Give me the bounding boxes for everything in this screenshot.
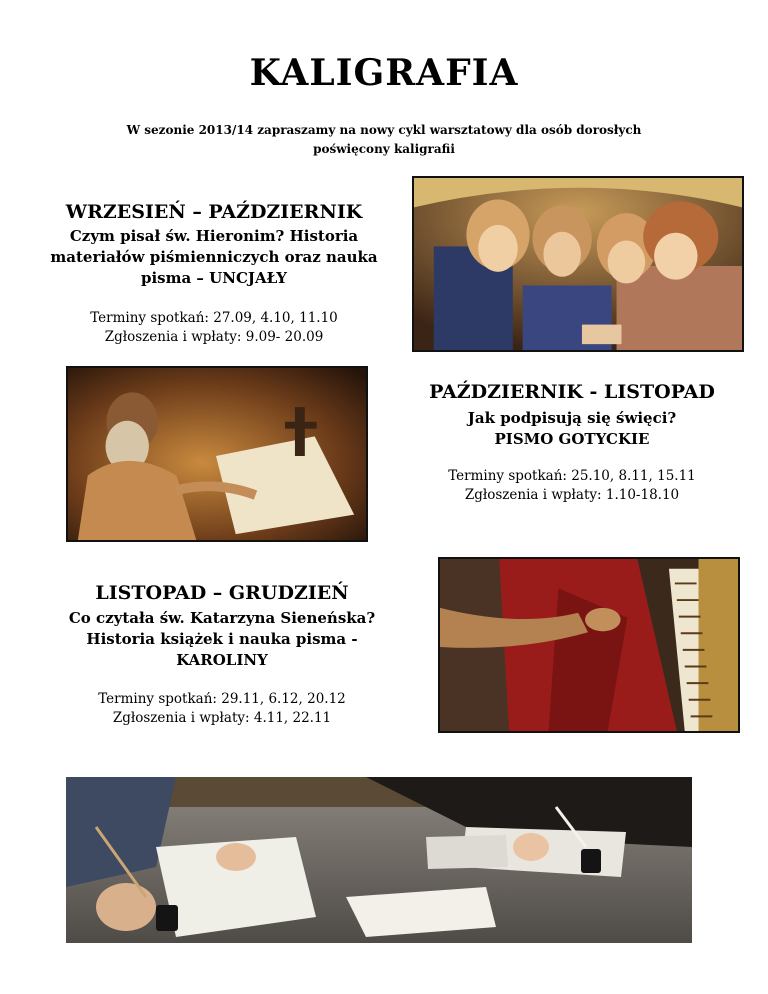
saint-with-scroll-painting-image	[438, 557, 740, 733]
section-heading-1: WRZESIEŃ – PAŹDZIERNIK	[65, 201, 363, 223]
section-heading-3: LISTOPAD – GRUDZIEŃ	[95, 582, 349, 604]
section-terms-1	[28, 309, 400, 347]
topic-line: PISMO GOTYCKIE	[494, 430, 650, 448]
signup-dates: Zgłoszenia i wpłaty: 1.10-18.10	[464, 487, 680, 503]
section-topic-1	[28, 226, 400, 289]
topic-line: KAROLINY	[176, 651, 268, 669]
section-terms-2	[392, 467, 752, 505]
topic-line: pisma – UNCJAŁY	[140, 269, 288, 287]
intro-line: poświęcony kaligrafii	[313, 142, 455, 156]
topic-line: Historia książek i nauka pisma -	[86, 630, 358, 648]
section-terms-3	[36, 690, 408, 728]
section-topic-2	[392, 408, 752, 450]
workshop-photo-image	[66, 777, 692, 943]
section-topic-3	[36, 608, 408, 671]
intro-text	[0, 121, 768, 159]
section-heading-2: PAŹDZIERNIK - LISTOPAD	[429, 381, 715, 403]
meeting-dates: Terminy spotkań: 27.09, 4.10, 11.10	[90, 310, 338, 326]
saint-jerome-painting-image	[66, 366, 368, 542]
topic-line: Czym pisał św. Hieronim? Historia	[69, 227, 359, 245]
topic-line: Co czytała św. Katarzyna Sieneńska?	[68, 609, 376, 627]
angels-painting-image	[412, 176, 744, 352]
signup-dates: Zgłoszenia i wpłaty: 9.09- 20.09	[104, 329, 324, 345]
meeting-dates: Terminy spotkań: 25.10, 8.11, 15.11	[448, 468, 696, 484]
page-title: KALIGRAFIA	[249, 52, 519, 94]
meeting-dates: Terminy spotkań: 29.11, 6.12, 20.12	[98, 691, 346, 707]
topic-line: Jak podpisują się święci?	[467, 409, 677, 427]
intro-line: W sezonie 2013/14 zapraszamy na nowy cykl warsztatowy dla osób dorosłych	[126, 123, 642, 137]
signup-dates: Zgłoszenia i wpłaty: 4.11, 22.11	[112, 710, 332, 726]
topic-line: materiałów piśmienniczych oraz nauka	[50, 248, 378, 266]
